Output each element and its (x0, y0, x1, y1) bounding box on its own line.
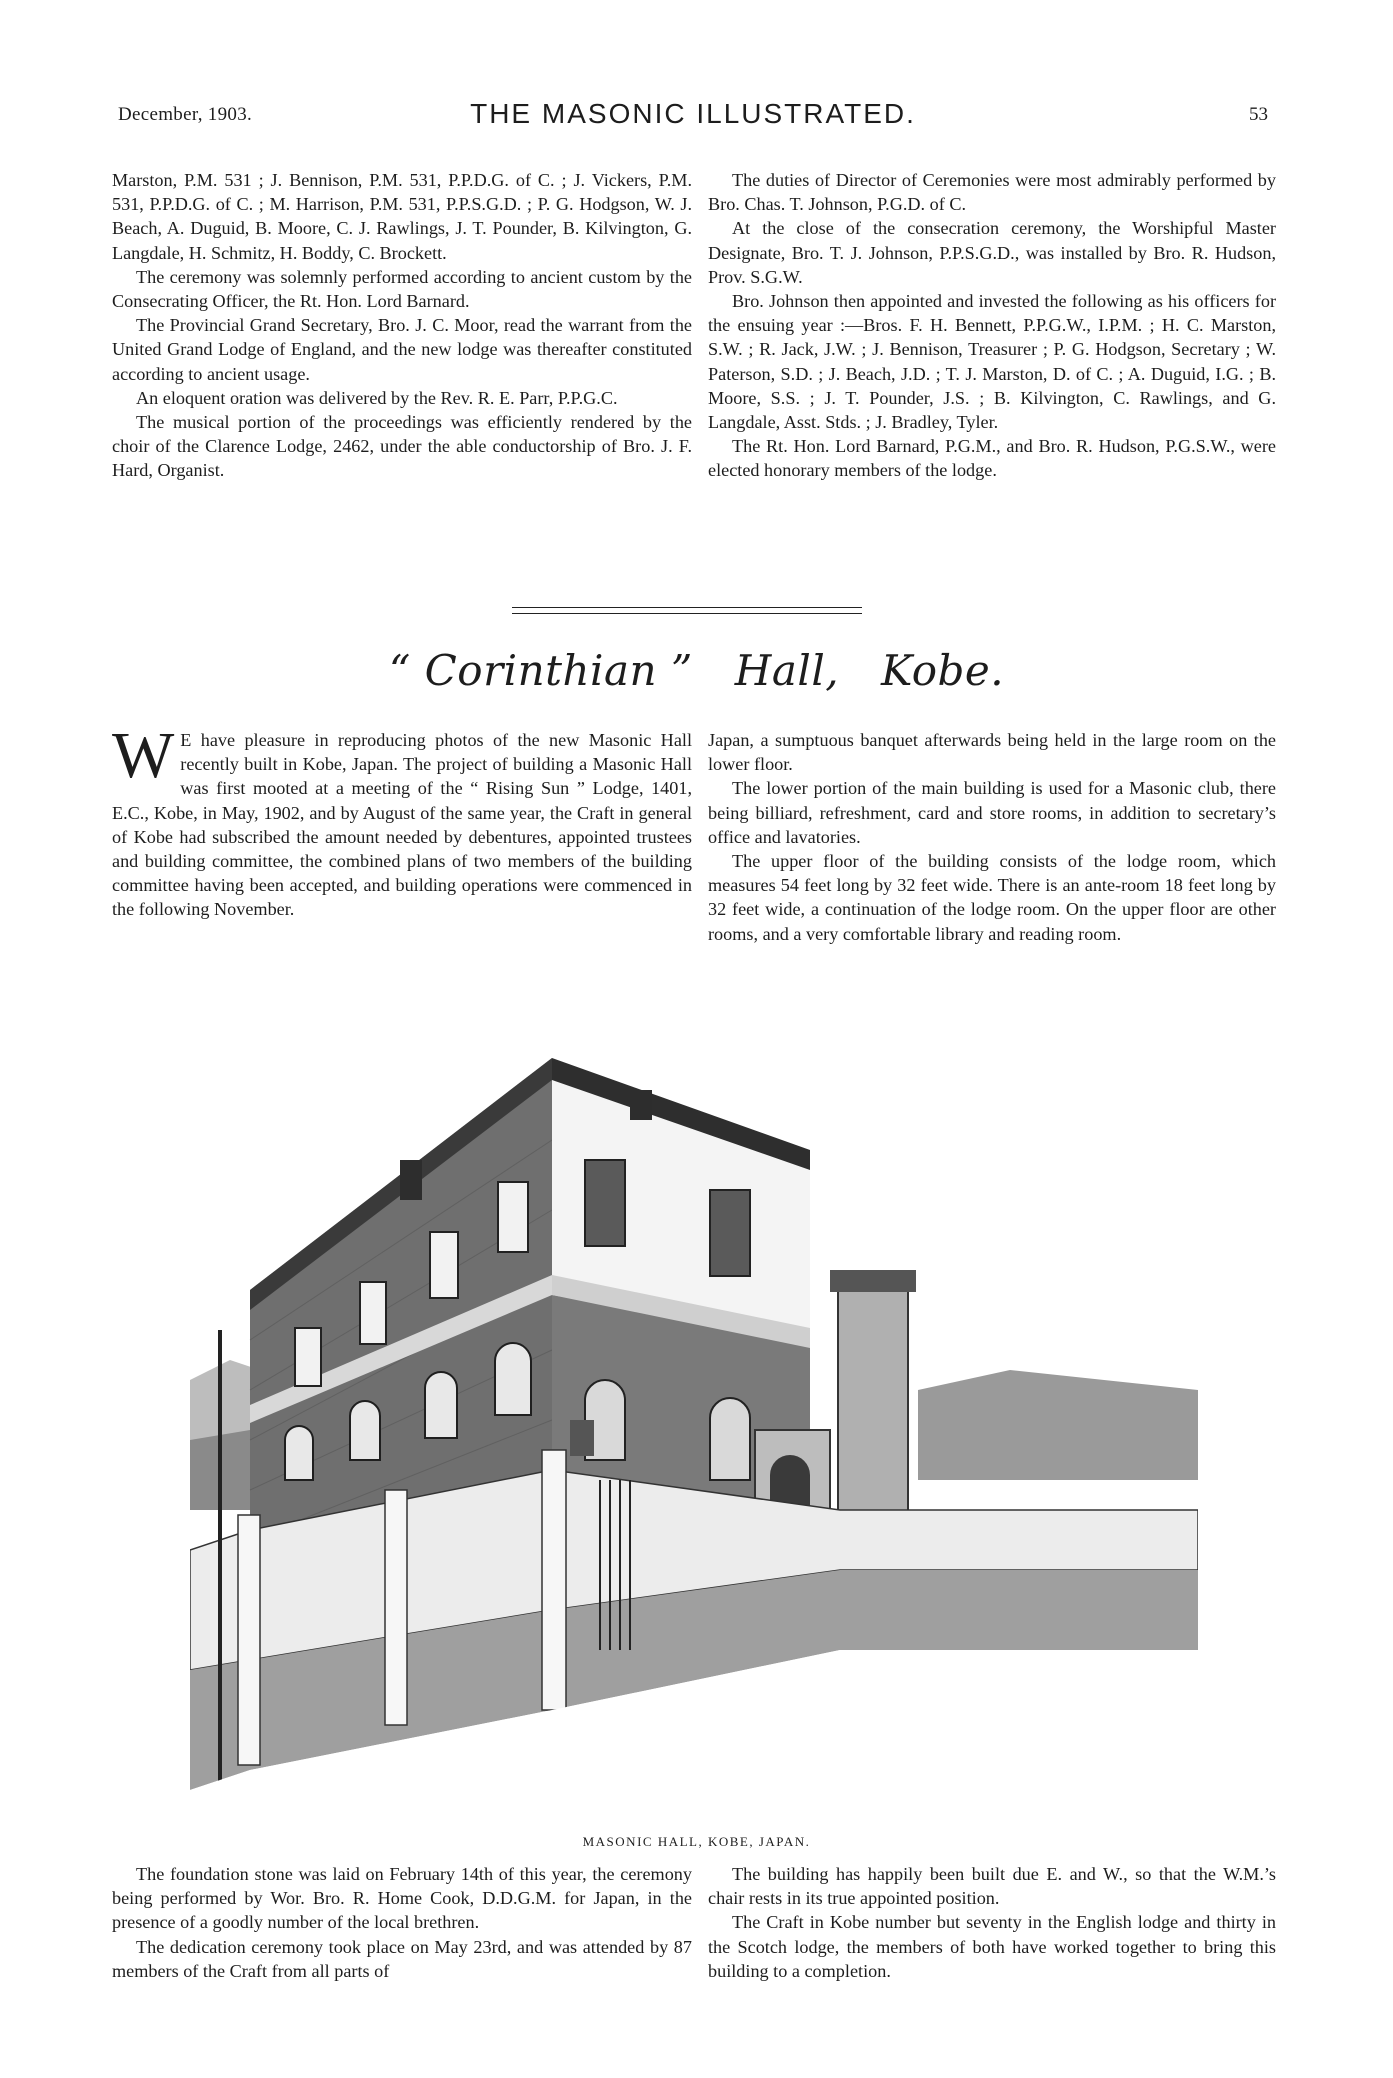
photo-caption: MASONIC HALL, KOBE, JAPAN. (582, 1834, 811, 1849)
paragraph: The Rt. Hon. Lord Barnard, P.G.M., and Bro. R. Hudson, P.G.S.W., were elected honorary members of the lodge. (708, 436, 1276, 481)
paragraph: The Provincial Grand Secretary, Bro. J. C. Moor, read the warrant from the United Grand Lodge of England, and the new lodge was thereafter constituted according to ancient usage. (112, 315, 692, 384)
bottom-left-column (112, 1862, 692, 1983)
paragraph: The Craft in Kobe number but seventy in the English lodge and thirty in the Scotch lodge, the members of both have worked together to bring this building to a completion. (708, 1912, 1276, 1981)
issue-date: December, 1903. (118, 104, 253, 125)
divider-rule (512, 613, 862, 614)
title-part: Kobe. (881, 646, 1005, 695)
paragraph: An eloquent oration was delivered by the Rev. R. E. Parr, P.P.G.C. (136, 387, 618, 408)
paragraph: Japan, a sumptuous banquet afterwards being held in the large room on the lower floor. (708, 730, 1276, 775)
paragraph: The duties of Director of Ceremonies were most admirably performed by Bro. Chas. T. Johnson, P.G.D. of C. (708, 170, 1276, 215)
page-number: 53 (1249, 104, 1268, 125)
top-left-column (112, 168, 692, 483)
bottom-right-column (708, 1862, 1276, 1983)
paragraph: E have pleasure in reproducing photos of the new Masonic Hall recently built in Kobe, Japan. The project of building a Masonic Hall was first mooted at a meeting of the “ Rising Sun ” Lodge, 1401, E.C., Kobe, in May, 1902, and by August of the same year, the Craft in general of Kobe had subscribed the amount needed by debentures, appointed trustees and building committee, the combined plans of two members of the building committee having been accepted, and building operations were commenced in the following November. (112, 730, 692, 920)
paragraph: The upper floor of the building consists of the lodge room, which measures 54 feet long by 32 feet wide. There is an ante-room 18 feet long by 32 feet wide, a continuation of the lodge room. On the upper floor are other rooms, and a very comfortable library and reading room. (708, 851, 1276, 944)
top-right-column (708, 168, 1276, 483)
masonic-hall-photo (190, 1010, 1198, 1828)
article-left-column (112, 719, 692, 922)
paragraph: Marston, P.M. 531 ; J. Bennison, P.M. 531, P.P.D.G. of C. ; J. Vickers, P.M. 531, P.P.D.G. of C. ; M. Harrison, P.M. 531, P.P.S.G.D. ; P. G. Hodgson, W. J. Beach, A. Duguid, B. Moore, C. J. Rawlings, J. T. Pounder, B. Kilvington, G. Langdale, H. Schmitz, H. Boddy, C. Brockett. (112, 170, 692, 263)
paragraph: The musical portion of the proceedings was efficiently rendered by the choir of the Clarence Lodge, 2462, under the able conductorship of Bro. J. F. Hard, Organist. (112, 412, 692, 481)
paragraph: Bro. Johnson then appointed and invested the following as his officers for the ensuing year :—Bros. F. H. Bennett, P.P.G.W., I.P.M. ; H. C. Marston, S.W. ; R. Jack, J.W. ; J. Bennison, Treasurer ; P. G. Hodgson, Secretary ; W. Paterson, S.D. ; J. Beach, J.D. ; T. J. Marston, D. of C. ; A. Duguid, I.G. ; B. Moore, S.S. ; J. T. Pounder, J.S. ; B. Kilvington, C. Rawlings, and G. Langdale, Asst. Stds. ; J. Bradley, Tyler. (708, 291, 1276, 433)
paragraph: The foundation stone was laid on February 14th of this year, the ceremony being performed by Wor. Bro. R. Home Cook, D.D.G.M. for Japan, in the presence of a goodly number of the local brethren. (112, 1864, 692, 1933)
running-header (118, 98, 1268, 134)
drop-cap: W (112, 719, 175, 792)
title-part: Hall, (734, 646, 840, 695)
article-title (0, 646, 1393, 695)
paragraph: The lower portion of the main building is used for a Masonic club, there being billiard, refreshment, card and store rooms, in addition to secretary’s office and lavatories. (708, 778, 1276, 847)
article-right-column (708, 728, 1276, 946)
publication-title: THE MASONIC ILLUSTRATED. (470, 98, 916, 129)
paragraph: The building has happily been built due E. and W., so that the W.M.’s chair rests in its true appointed position. (708, 1864, 1276, 1909)
paragraph: The dedication ceremony took place on May 23rd, and was attended by 87 members of the Craft from all parts of (112, 1936, 692, 1981)
title-part: “ Corinthian ” (388, 646, 693, 695)
paragraph: At the close of the consecration ceremony, the Worshipful Master Designate, Bro. T. J. Johnson, P.P.S.G.D., was installed by Bro. R. Hudson, Prov. S.G.W. (708, 218, 1276, 287)
divider-rule (512, 607, 862, 608)
paragraph: The ceremony was solemnly performed according to ancient custom by the Consecrating Officer, the Rt. Hon. Lord Barnard. (112, 266, 692, 312)
